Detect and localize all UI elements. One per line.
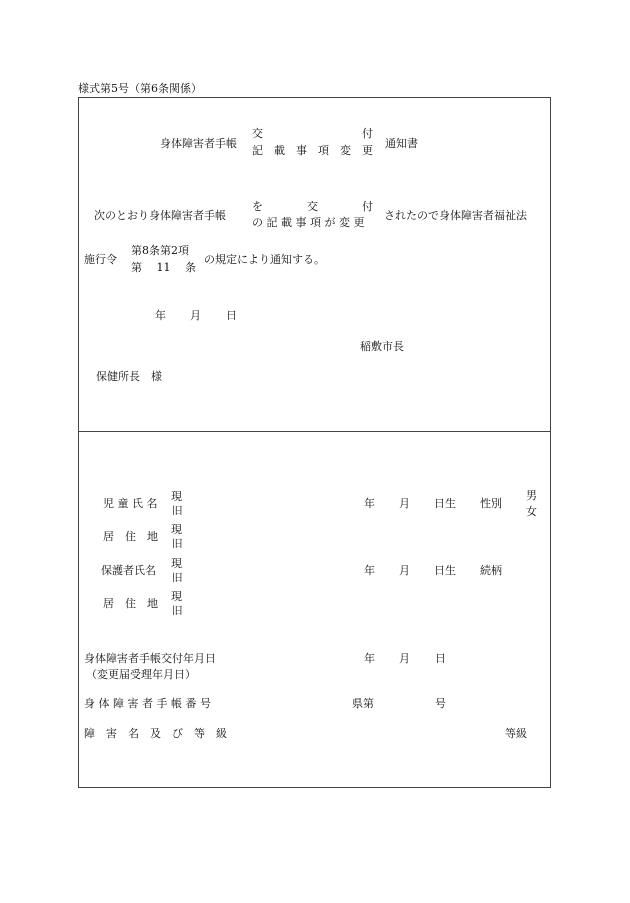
article-option-2: 第 11 条 <box>131 261 196 274</box>
child-birth-day: 日生 <box>434 497 456 510</box>
issue-date-sublabel: （変更届受理年月日） <box>86 668 196 681</box>
gender-label: 性別 <box>480 497 502 510</box>
guardian-name-label: 保護者氏名 <box>101 564 156 577</box>
prefecture-number-prefix: 県第 <box>352 697 374 710</box>
mayor-signature: 稲敷市長 <box>360 340 404 353</box>
grade-label: 等級 <box>505 727 527 740</box>
date-month: 月 <box>190 309 201 322</box>
number-suffix: 号 <box>435 697 446 710</box>
body-option-issue-a: を <box>252 200 263 213</box>
issue-date-year: 年 <box>364 652 375 665</box>
title-option-change: 記 載 事 項 変 更 <box>252 144 373 157</box>
guardian-birth-day: 日生 <box>434 564 456 577</box>
child-address-label: 居 住 地 <box>103 530 158 543</box>
disability-label: 障 害 名 及 び 等 級 <box>84 727 227 740</box>
child-name-current: 現 <box>171 490 182 503</box>
handbook-number-label: 身 体 障 害 者 手 帳 番 号 <box>84 697 211 710</box>
body-suffix: されたので身体障害者福祉法 <box>384 209 527 222</box>
child-birth-year: 年 <box>364 497 375 510</box>
gender-female: 女 <box>526 505 537 518</box>
child-name-label: 児 童 氏 名 <box>103 497 158 510</box>
date-year: 年 <box>155 309 166 322</box>
body-option-change: の 記 載 事 項 が 変 更 <box>252 216 365 229</box>
child-birth-month: 月 <box>399 497 410 510</box>
provision-tail: の規定により通知する。 <box>204 253 325 266</box>
ordinance-label: 施行令 <box>84 253 117 266</box>
child-address-current: 現 <box>171 523 182 536</box>
relationship-label: 続柄 <box>480 564 502 577</box>
title-option-issue-b: 付 <box>362 127 373 140</box>
body-option-issue-c: 付 <box>362 200 373 213</box>
title-prefix: 身体障害者手帳 <box>160 137 237 150</box>
gender-male: 男 <box>526 489 537 502</box>
body-option-issue-b: 交 <box>307 200 318 213</box>
title-suffix: 通知書 <box>385 137 418 150</box>
recipient: 保健所長 様 <box>96 370 162 383</box>
body-prefix: 次のとおり身体障害者手帳 <box>94 209 226 222</box>
child-address-former: 旧 <box>172 538 183 550</box>
guardian-name-current: 現 <box>171 557 182 570</box>
date-day: 日 <box>226 309 237 322</box>
issue-date-month: 月 <box>399 652 410 665</box>
guardian-birth-month: 月 <box>399 564 410 577</box>
guardian-name-former: 旧 <box>172 572 183 584</box>
guardian-address-former: 旧 <box>172 605 183 617</box>
issue-date-day: 日 <box>435 652 446 665</box>
child-name-former: 旧 <box>172 505 183 517</box>
form-label: 様式第5号（第6条関係） <box>78 82 202 95</box>
article-option-1: 第8条第2項 <box>131 244 189 257</box>
issue-date-label: 身体障害者手帳交付年月日 <box>84 652 216 665</box>
guardian-birth-year: 年 <box>364 564 375 577</box>
guardian-address-label: 居 住 地 <box>103 597 158 610</box>
title-option-issue-a: 交 <box>252 127 263 140</box>
guardian-address-current: 現 <box>171 590 182 603</box>
